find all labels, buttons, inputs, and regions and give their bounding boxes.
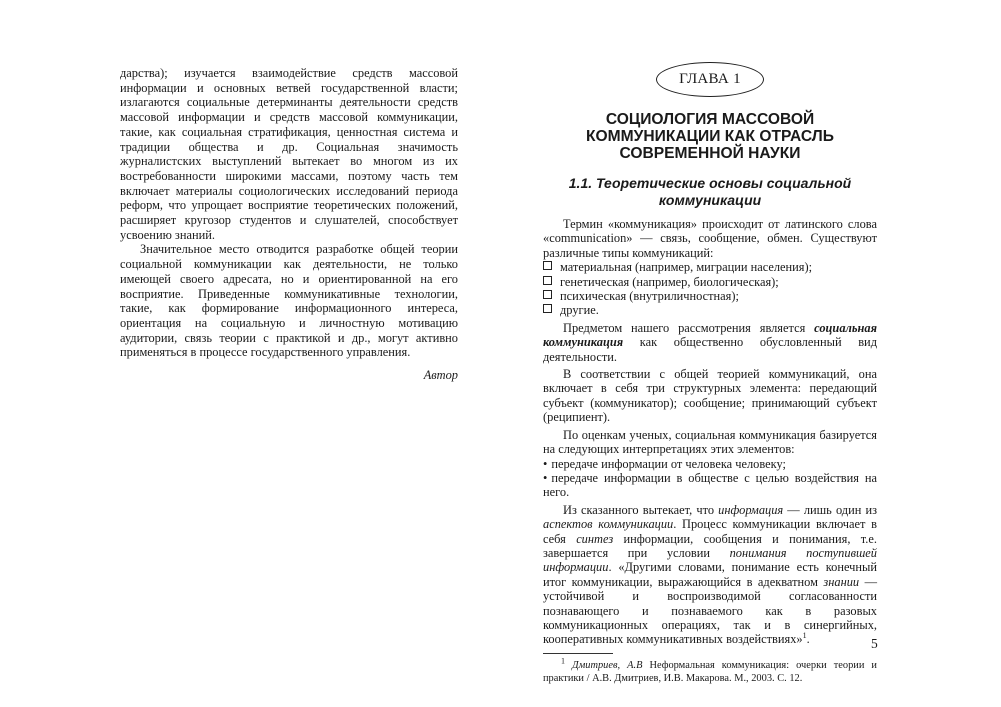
italic-term: понимания поступившей информации (543, 545, 877, 575)
text-run: — устойчивой и воспроизводимой согласованности познавающего и познаваемого как в разовых коммуникационных операциях, так и в синергийных, кооперативных коммуникативных воздействиях» (543, 574, 877, 647)
text-run: . Процесс коммуникации включает в себя (543, 517, 877, 546)
paragraph-interpretations: По оценкам ученых, социальная коммуникация базируется на следующих интерпретациях этих элементов: (543, 427, 877, 457)
checkbox-bullet-icon (543, 276, 552, 285)
text-run: — лишь один из (783, 502, 877, 517)
list-item (543, 303, 877, 317)
text-run: . «Другими словами, понимание есть конечный итог коммуникации, выражающийся в адекватном (543, 560, 877, 589)
section-title (543, 175, 877, 208)
chapter-title-line: СОВРЕМЕННОЙ НАУКИ (619, 145, 801, 162)
interpretations-list (543, 457, 877, 500)
bullet-icon: • (543, 456, 548, 471)
list-item-text: передаче информации от человека человеку; (551, 456, 786, 471)
left-paragraph-2: Значительное место отводится разработке общей теории социальной коммуникации как деятельности, не только имеющей своего адресата, но и ориентированной на его восприятие. Приведенные коммуникативные технологии, такие, как формирование информационного интереса, ориентация на социальную и личностную мотивацию аудитории, связь теории с практикой и др., могут активно применяться в процессе государственного управления. (120, 242, 458, 360)
chapter-title-line: СОЦИОЛОГИЯ МАССОВОЙ (605, 111, 815, 128)
list-item-text: психическая (внутриличностная); (560, 289, 739, 304)
left-page (120, 66, 458, 383)
list-item-text: другие. (560, 303, 599, 318)
italic-term: информация (718, 502, 784, 517)
list-item-text: генетическая (например, биологическая); (560, 274, 779, 289)
list-item-text: материальная (например, миграции населения); (560, 260, 813, 275)
author-signature: Автор (423, 368, 458, 383)
section-title-line: 1.1. Теоретические основы социальной (568, 175, 852, 191)
footnote-text: Неформальная коммуникация: очерки теории и практики / А.В. Дмитриев, И.В. Макарова. М., 2003. С. 12. (543, 659, 877, 684)
chapter-header (543, 62, 877, 104)
list-item (543, 260, 877, 274)
text-run: . (806, 632, 810, 647)
checkbox-bullet-icon (543, 290, 552, 299)
text-run: Из сказанного вытекает, что (563, 502, 719, 517)
text-run: Предметом нашего рассмотрения является (563, 320, 815, 335)
left-paragraph-1: дарства); изучается взаимодействие средств массовой информации и основных ветвей государственной власти; излагаются социальные детерминанты деятельности средств массовой информации и средств массовой коммуникации, такие, как социальная стратификация, ценностная система и традиции общества и др. Социальная значимость журналистских выступлений вытекает во многом из их востребованности широкими массами, поэтому часть тем включает материалы социологических исследований периода реформ, что упрощает восприятие теоретических положений, расширяет кругозор студентов и слушателей, способствует усвоению знаний. (120, 66, 458, 242)
communication-types-list (543, 260, 877, 318)
text-run: как общественно обусловленный вид деятельности. (543, 335, 877, 364)
text-run: информации, сообщения и понимания, т.е. завершается при условии (543, 531, 877, 560)
checkbox-bullet-icon (543, 261, 552, 270)
right-page (543, 62, 877, 685)
chapter-label: ГЛАВА 1 (656, 62, 764, 97)
footnote (543, 656, 877, 685)
bullet-icon: • (543, 470, 548, 485)
paragraph-subject (543, 321, 877, 364)
list-item (543, 289, 877, 303)
italic-term: знании (823, 574, 860, 589)
section-title-line: коммуникации (658, 191, 762, 208)
page-number: 5 (871, 636, 878, 651)
paragraph-structure: В соответствии с общей теорией коммуникаций, она включает в себя три структурных элемента: передающий субъект (коммуникатор); сообщение; принимающий субъект (реципиент). (543, 367, 877, 425)
paragraph-term-origin: Термин «коммуникация» происходит от латинского слова «communication» — связь, сообщение, обмен. Существуют различные типы коммуникаций: (543, 217, 877, 260)
checkbox-bullet-icon (543, 304, 552, 313)
italic-term: синтез (576, 531, 614, 546)
italic-term: аспектов коммуникации (543, 517, 674, 532)
footnote-divider (543, 653, 613, 654)
list-item (543, 457, 877, 471)
chapter-title (543, 111, 877, 162)
emphasized-term: социальная коммуникация (543, 320, 877, 350)
footnote-reference[interactable]: 1 (802, 631, 807, 641)
paragraph-information (543, 503, 877, 647)
footnote-number: 1 (561, 656, 565, 666)
chapter-title-line: КОММУНИКАЦИИ КАК ОТРАСЛЬ (586, 128, 834, 145)
list-item-text: передаче информации в обществе с целью воздействия на него. (543, 470, 877, 500)
list-item (543, 275, 877, 289)
list-item (543, 471, 877, 500)
footnote-author: Дмитриев, А.В (572, 659, 643, 671)
